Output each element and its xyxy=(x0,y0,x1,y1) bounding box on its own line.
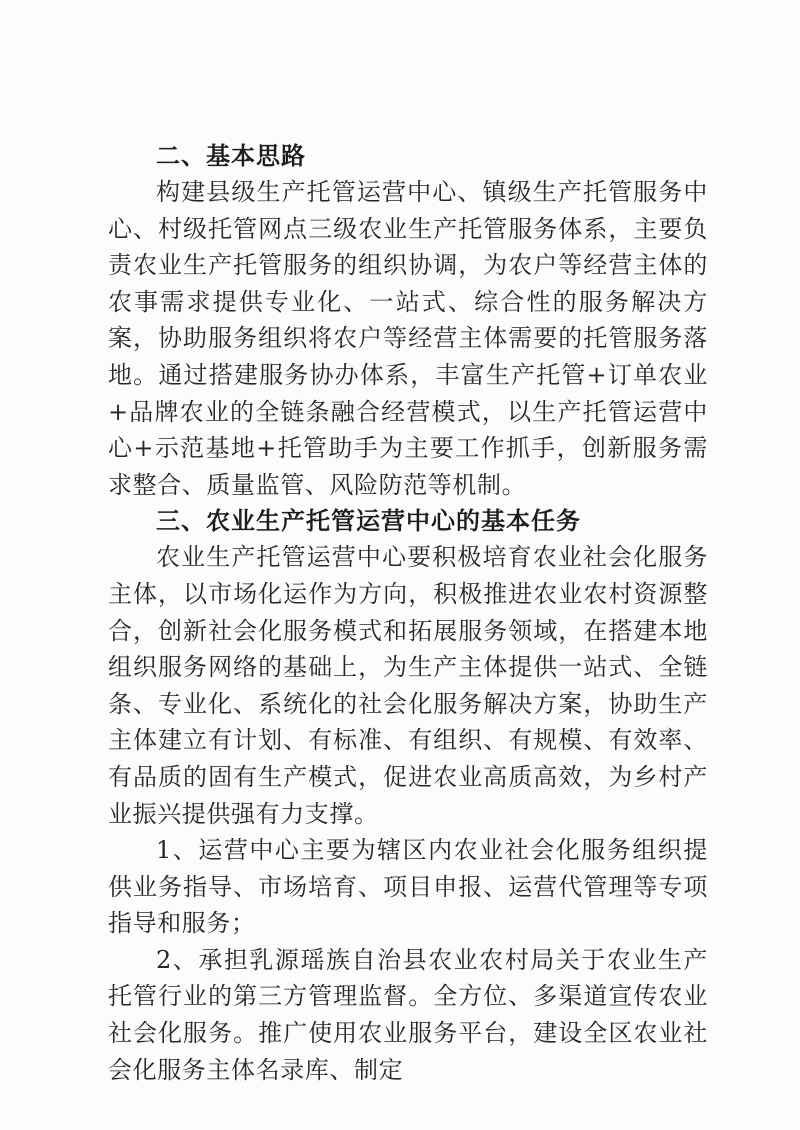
section-3-item-1: 1、运营中心主要为辖区内农业社会化服务组织提供业务指导、市场培育、项目申报、运营代管理等专项指导和服务； xyxy=(108,836,708,938)
section-3-heading: 三、农业生产托管运营中心的基本任务 xyxy=(156,507,581,536)
section-3-item-2: 2、承担乳源瑶族自治县农业农村局关于农业生产托管行业的第三方管理监督。全方位、多渠道宣传农业社会化服务。推广使用农业服务平台，建设全区农业社会化服务主体名录库、制定 xyxy=(108,945,708,1084)
section-2-heading: 二、基本思路 xyxy=(156,142,306,170)
section-2-paragraph: 构建县级生产托管运营中心、镇级生产托管服务中心、村级托管网点三级农业生产托管服务体系，主要负责农业生产托管服务的组织协调，为农户等经营主体的农事需求提供专业化、一站式、综合性的服务解决方案，协助服务组织将农户等经营主体需要的托管服务落地。通过搭建服务协办体系，丰富生产托管+订单农业+品牌农业的全链条融合经营模式，以生产托管运营中心+示范基地+托管助手为主要工作抓手，创新服务需求整合、质量监管、风险防范等机制。 xyxy=(108,178,708,499)
document-body xyxy=(108,138,708,1088)
section-3-paragraph: 农业生产托管运营中心要积极培育农业社会化服务主体，以市场化运作为方向，积极推进农业农村资源整合，创新社会化服务模式和拓展服务领域，在搭建本地组织服务网络的基础上，为生产主体提供一站式、全链条、专业化、系统化的社会化服务解决方案，协助生产主体建立有计划、有标准、有组织、有规模、有效率、有品质的固有生产模式，促进农业高质高效，为乡村产业振兴提供强有力支撑。 xyxy=(108,543,708,828)
